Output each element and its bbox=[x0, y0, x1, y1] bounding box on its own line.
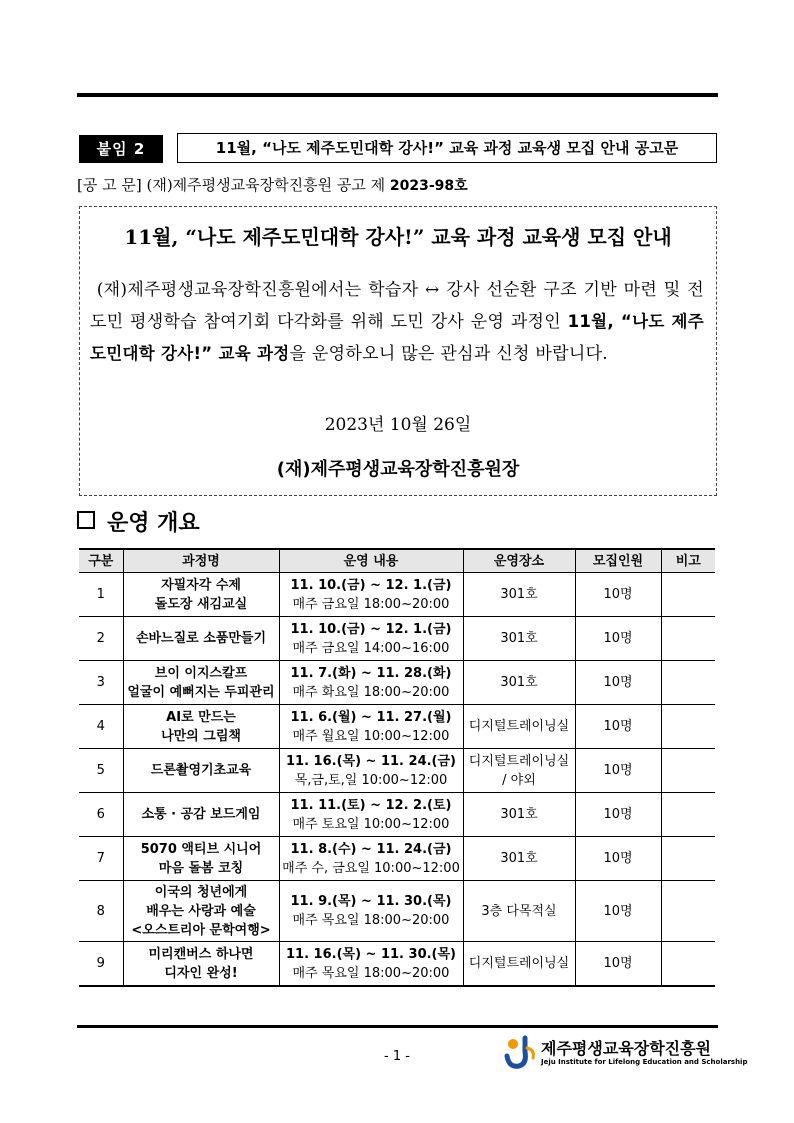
row-number: 2 bbox=[96, 631, 105, 646]
cell-course bbox=[123, 942, 279, 987]
header-count: 모집인원 bbox=[575, 549, 661, 573]
header-place: 운영장소 bbox=[463, 549, 575, 573]
cell-course bbox=[123, 881, 279, 942]
table-row bbox=[79, 881, 715, 942]
cell-place bbox=[463, 617, 575, 661]
course-name-line: AI로 만드는 bbox=[166, 709, 236, 725]
recruit-count: 10명 bbox=[603, 587, 633, 602]
cell-note bbox=[661, 749, 715, 793]
recruit-count: 10명 bbox=[603, 719, 633, 734]
cell-note bbox=[661, 837, 715, 881]
cell-no bbox=[79, 617, 123, 661]
notice-body-part-1: (재)제주평생교육장학진흥원에서는 학습자 ↔ 강사 선순환 구조 기반 마련 및 전 도민 평생학습 참여기회 다각화를 위해 도민 강사 운영 과정인 bbox=[90, 280, 704, 332]
notice-body-part-2: 을 운영하오니 많은 관심과 신청 바랍니다. bbox=[289, 344, 608, 364]
course-time: 매주 수, 금요일 10:00~12:00 bbox=[282, 860, 460, 876]
cell-content bbox=[279, 749, 463, 793]
cell-note bbox=[661, 793, 715, 837]
course-time: 매주 목요일 18:00~20:00 bbox=[292, 965, 450, 981]
course-name-line: 이국의 청년에게 bbox=[154, 884, 248, 900]
cell-place bbox=[463, 881, 575, 942]
cell-content bbox=[279, 705, 463, 749]
cell-place bbox=[463, 661, 575, 705]
cell-note bbox=[661, 661, 715, 705]
footer-org-name-en: Jeju Institute for Lifelong Education and Scholarship bbox=[541, 1058, 748, 1066]
cell-content bbox=[279, 837, 463, 881]
table-row bbox=[79, 749, 715, 793]
recruit-count: 10명 bbox=[603, 851, 633, 866]
header-no: 구분 bbox=[79, 549, 123, 573]
course-place-line: 디지털트레이닝실 bbox=[468, 753, 570, 769]
cell-note bbox=[661, 617, 715, 661]
cell-course bbox=[123, 573, 279, 617]
notice-number-line bbox=[77, 174, 468, 195]
course-name-line: 손바느질로 소품만들기 bbox=[135, 631, 267, 646]
course-place-line: / 야외 bbox=[502, 772, 536, 788]
cell-note bbox=[661, 942, 715, 987]
cell-no bbox=[79, 705, 123, 749]
cell-count bbox=[575, 617, 661, 661]
section-title bbox=[77, 506, 200, 537]
notice-body bbox=[90, 275, 704, 370]
course-time: 매주 토요일 10:00~12:00 bbox=[292, 816, 450, 832]
notice-org: (재)제주평생교육장학진흥원장 bbox=[276, 459, 520, 480]
course-name-line: 드론촬영기초교육 bbox=[150, 763, 252, 778]
cell-course bbox=[123, 661, 279, 705]
row-number: 7 bbox=[96, 851, 105, 866]
course-place-line: 301호 bbox=[500, 631, 538, 646]
header-content: 운영 내용 bbox=[279, 549, 463, 573]
jeju-institute-logo-icon bbox=[503, 1034, 537, 1072]
cell-content bbox=[279, 881, 463, 942]
notice-heading: 11월, “나도 제주도민대학 강사!” 교육 과정 교육생 모집 안내 bbox=[124, 225, 672, 249]
course-place-line: 3층 다목적실 bbox=[481, 903, 557, 919]
cell-course bbox=[123, 837, 279, 881]
table-row bbox=[79, 705, 715, 749]
recruit-count: 10명 bbox=[603, 675, 633, 690]
cell-place bbox=[463, 942, 575, 987]
cell-count bbox=[575, 837, 661, 881]
table-row bbox=[79, 573, 715, 617]
course-time: 목,금,토,일 10:00~12:00 bbox=[294, 772, 448, 788]
row-number: 5 bbox=[96, 763, 105, 778]
course-name-line: 마음 돌봄 코칭 bbox=[158, 860, 244, 876]
row-number: 9 bbox=[96, 956, 105, 971]
schedule-table bbox=[79, 548, 715, 987]
page-number: - 1 - bbox=[384, 1049, 410, 1064]
row-number: 3 bbox=[96, 675, 105, 690]
course-name-line: 브이 이지스칼프 bbox=[154, 665, 248, 681]
cell-count bbox=[575, 661, 661, 705]
course-place-line: 디지털트레이닝실 bbox=[468, 719, 570, 734]
course-name-line: 돌도장 새김교실 bbox=[154, 596, 248, 612]
cell-count bbox=[575, 705, 661, 749]
cell-content bbox=[279, 573, 463, 617]
table-row bbox=[79, 942, 715, 987]
table-row bbox=[79, 617, 715, 661]
cell-no bbox=[79, 837, 123, 881]
notice-number: 2023-98호 bbox=[389, 178, 468, 194]
course-name-line: 배우는 사랑과 예술 bbox=[146, 903, 256, 919]
checkbox-square-icon bbox=[77, 511, 95, 529]
cell-count bbox=[575, 881, 661, 942]
course-place-line: 301호 bbox=[500, 587, 538, 602]
cell-no bbox=[79, 942, 123, 987]
recruit-count: 10명 bbox=[603, 807, 633, 822]
cell-place bbox=[463, 793, 575, 837]
course-dates: 11. 10.(금) ~ 12. 1.(금) bbox=[290, 577, 452, 593]
course-dates: 11. 10.(금) ~ 12. 1.(금) bbox=[290, 621, 452, 637]
recruit-count: 10명 bbox=[603, 956, 633, 971]
top-rule bbox=[77, 93, 718, 97]
course-name-line: 자필자각 수제 bbox=[161, 577, 241, 593]
cell-content bbox=[279, 793, 463, 837]
cell-course bbox=[123, 793, 279, 837]
course-name-line: 미리캔버스 하나면 bbox=[148, 946, 254, 962]
course-place-line: 301호 bbox=[500, 675, 538, 690]
section-title-text: 운영 개요 bbox=[107, 511, 200, 536]
table-row bbox=[79, 837, 715, 881]
cell-content bbox=[279, 942, 463, 987]
cell-place bbox=[463, 749, 575, 793]
course-place-line: 301호 bbox=[500, 807, 538, 822]
course-time: 매주 금요일 18:00~20:00 bbox=[292, 596, 450, 612]
recruit-count: 10명 bbox=[603, 763, 633, 778]
cell-content bbox=[279, 661, 463, 705]
course-time: 매주 금요일 14:00~16:00 bbox=[292, 640, 450, 656]
attachment-badge: 붙임 2 bbox=[79, 135, 163, 163]
row-number: 4 bbox=[96, 719, 105, 734]
cell-course bbox=[123, 705, 279, 749]
attachment-title: 11월, “나도 제주도민대학 강사!” 교육 과정 교육생 모집 안내 공고문 bbox=[177, 133, 717, 163]
cell-note bbox=[661, 573, 715, 617]
row-number: 8 bbox=[96, 903, 105, 919]
recruit-count: 10명 bbox=[603, 631, 633, 646]
cell-count bbox=[575, 573, 661, 617]
course-dates: 11. 7.(화) ~ 11. 28.(화) bbox=[290, 665, 452, 681]
course-dates: 11. 11.(토) ~ 12. 2.(토) bbox=[290, 797, 452, 813]
course-time: 매주 목요일 18:00~20:00 bbox=[292, 913, 450, 928]
bottom-rule bbox=[77, 1025, 718, 1028]
course-place-line: 301호 bbox=[500, 851, 538, 866]
cell-note bbox=[661, 705, 715, 749]
notice-body-bold: 11월, “나도 제주도민대학 강사!” 교육 과정 bbox=[90, 312, 704, 363]
course-dates: 11. 9.(목) ~ 11. 30.(목) bbox=[290, 894, 452, 909]
recruit-count: 10명 bbox=[603, 903, 633, 919]
cell-count bbox=[575, 749, 661, 793]
table-header-row bbox=[79, 549, 715, 573]
course-dates: 11. 8.(수) ~ 11. 24.(금) bbox=[290, 841, 452, 857]
header-note: 비고 bbox=[661, 549, 715, 573]
course-name-line: 디자인 완성! bbox=[164, 965, 238, 981]
cell-place bbox=[463, 573, 575, 617]
course-name-line: 소통 · 공감 보드게임 bbox=[141, 807, 261, 822]
course-dates: 11. 16.(목) ~ 11. 24.(금) bbox=[286, 753, 456, 769]
cell-count bbox=[575, 942, 661, 987]
row-number: 1 bbox=[96, 587, 105, 602]
footer-org-name: 제주평생교육장학진흥원 bbox=[541, 1039, 712, 1058]
course-name-line: <오스트리아 문학여행> bbox=[131, 922, 271, 938]
cell-count bbox=[575, 793, 661, 837]
table-row bbox=[79, 661, 715, 705]
cell-no bbox=[79, 793, 123, 837]
course-dates: 11. 6.(월) ~ 11. 27.(월) bbox=[290, 709, 452, 725]
cell-no bbox=[79, 749, 123, 793]
notice-label: [공 고 문] bbox=[77, 176, 142, 194]
course-time: 매주 화요일 18:00~20:00 bbox=[292, 684, 450, 700]
course-name-line: 나만의 그림책 bbox=[161, 728, 241, 744]
cell-no bbox=[79, 573, 123, 617]
notice-org-text: (재)제주평생교육장학진흥원 공고 제 bbox=[141, 176, 390, 194]
course-name-line: 5070 액티브 시니어 bbox=[140, 841, 262, 857]
course-name-line: 얼굴이 예뻐지는 두피관리 bbox=[127, 684, 275, 700]
cell-place bbox=[463, 837, 575, 881]
course-dates: 11. 16.(목) ~ 11. 30.(목) bbox=[286, 946, 456, 962]
cell-place bbox=[463, 705, 575, 749]
cell-course bbox=[123, 749, 279, 793]
course-place-line: 디지털트레이닝실 bbox=[468, 956, 570, 971]
cell-content bbox=[279, 617, 463, 661]
cell-course bbox=[123, 617, 279, 661]
cell-no bbox=[79, 661, 123, 705]
table-row bbox=[79, 793, 715, 837]
cell-no bbox=[79, 881, 123, 942]
notice-date: 2023년 10월 26일 bbox=[324, 415, 472, 435]
cell-note bbox=[661, 881, 715, 942]
header-course: 과정명 bbox=[123, 549, 279, 573]
course-time: 매주 월요일 10:00~12:00 bbox=[292, 728, 450, 744]
row-number: 6 bbox=[96, 807, 105, 822]
